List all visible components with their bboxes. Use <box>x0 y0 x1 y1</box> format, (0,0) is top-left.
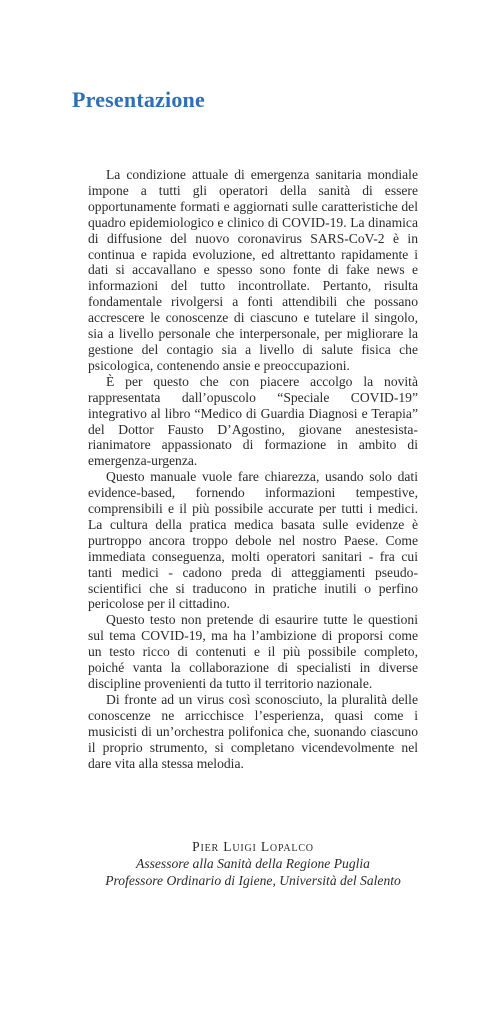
page-title: Presentazione <box>72 87 205 112</box>
paragraph-manual: Questo manuale vuole fare chiarezza, usando solo dati evidence-based, fornendo informazioni tempestive, comprensibili e il più possibile accurate per tutti i medici. La cultura della pratica medica basata sulle evidenze è purtroppo ancora troppo debole nel nostro Paese. Come immediata conseguenza, molti operatori sanitari - fra cui tanti medici - cadono preda di atteggiamenti pseudo-scientifici che si traducono in pratiche inutili o perfino pericolose per il cittadino. <box>88 469 418 612</box>
signature-block <box>88 838 418 889</box>
signature-role-2: Professore Ordinario di Igiene, Università del Salento <box>105 873 401 888</box>
signature-name: Pier Luigi Lopalco <box>192 839 314 854</box>
body-text <box>88 167 418 771</box>
paragraph-closing: Di fronte ad un virus così sconosciuto, la pluralità delle conoscenze ne arricchisce l’esperienza, quasi come i musicisti di un’orchestra polifonica che, suonando ciascuno il proprio strumento, si completano vicendevolmente nel dare vita alla stessa melodia. <box>88 691 418 771</box>
paragraph-scope: Questo testo non pretende di esaurire tutte le questioni sul tema COVID-19, ma ha l’ambizione di proporsi come un testo ricco di contenuti e il più possibile completo, poiché vanta la collaborazione di specialisti in diverse discipline provenienti da tutto il territorio nazionale. <box>88 612 418 691</box>
paragraph-intro: La condizione attuale di emergenza sanitaria mondiale impone a tutti gli operatori della sanità di essere opportunamente formati e aggiornati sulle caratteristiche del quadro epidemiologico e clinico di COVID-19. La dinamica di diffusione del nuovo coronavirus SARS-CoV-2 è in continua e rapida evoluzione, ed altrettanto rapidamente i dati si accavallano e spesso sono fonte di fake news e informazioni del tutto incontrollate. Pertanto, risulta fondamentale rivolgersi a fonti attendibili che possano accrescere le conoscenze di ciascuno e tutelare il singolo, sia a livello personale che interpersonale, per migliorare la gestione del contagio sia a livello di salute fisica che psicologica, contenendo ansie e preoccupazioni. <box>88 167 418 373</box>
signature-role-1: Assessore alla Sanità della Regione Puglia <box>136 856 370 871</box>
paragraph-booklet: È per questo che con piacere accolgo la novità rappresentata dall’opuscolo “Speciale COVID-19” integrativo al libro “Medico di Guardia Diagnosi e Terapia” del Dottor Fausto D’Agostino, giovane anestesista-rianimatore appassionato di formazione in ambito di emergenza-urgenza. <box>88 373 418 469</box>
